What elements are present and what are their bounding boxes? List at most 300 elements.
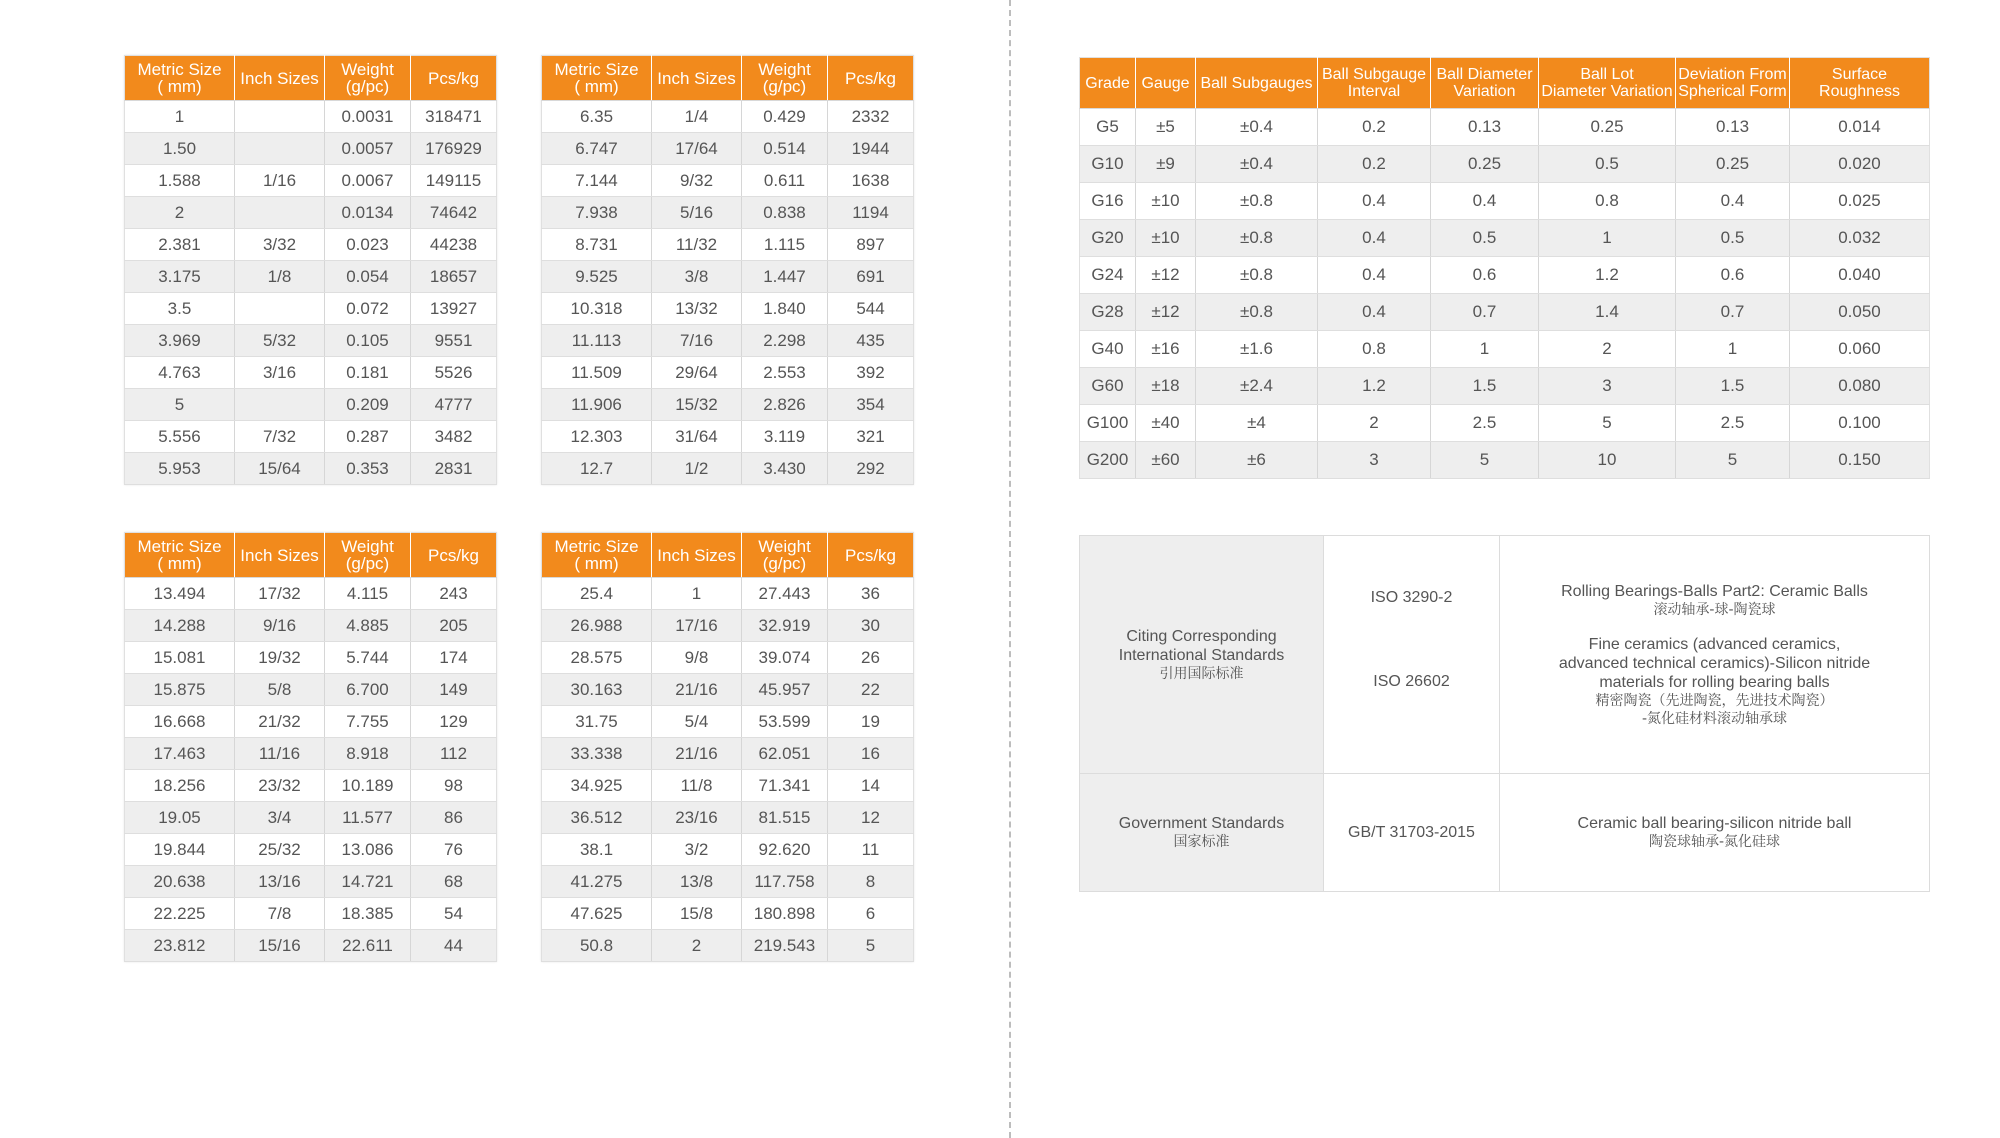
table-cell: G200 bbox=[1080, 442, 1136, 479]
table-cell: 2 bbox=[652, 930, 742, 962]
table-cell: ±12 bbox=[1136, 294, 1196, 331]
table-cell: 76 bbox=[411, 834, 497, 866]
size-table-header bbox=[542, 533, 914, 578]
table-cell: 0.353 bbox=[325, 453, 411, 485]
category-en: Government Standards bbox=[1118, 815, 1285, 832]
table-row bbox=[125, 261, 497, 293]
table-cell: 0.13 bbox=[1676, 109, 1790, 146]
header-grade: Grade bbox=[1080, 58, 1136, 109]
table-cell: ±60 bbox=[1136, 442, 1196, 479]
table-cell: 11/32 bbox=[652, 229, 742, 261]
table-cell: 318471 bbox=[411, 101, 497, 133]
header-metric-size: Metric Size ( mm) bbox=[542, 533, 652, 578]
table-row bbox=[1080, 146, 1930, 183]
header-weight: Weight (g/pc) bbox=[325, 56, 411, 101]
table-cell: 0.040 bbox=[1790, 257, 1930, 294]
table-cell: 0.2 bbox=[1318, 146, 1431, 183]
table-cell: 0.0057 bbox=[325, 133, 411, 165]
table-row bbox=[1080, 331, 1930, 368]
size-table-header bbox=[125, 533, 497, 578]
table-row bbox=[125, 930, 497, 962]
table-cell: ±40 bbox=[1136, 405, 1196, 442]
table-row bbox=[125, 898, 497, 930]
table-cell: G60 bbox=[1080, 368, 1136, 405]
table-cell: 0.25 bbox=[1431, 146, 1539, 183]
table-row bbox=[542, 578, 914, 610]
table-cell: 0.5 bbox=[1676, 220, 1790, 257]
table-cell: 6.700 bbox=[325, 674, 411, 706]
table-cell: 86 bbox=[411, 802, 497, 834]
table-cell: 5.953 bbox=[125, 453, 235, 485]
grade-table-body bbox=[1080, 109, 1930, 479]
table-row bbox=[542, 165, 914, 197]
table-row bbox=[125, 165, 497, 197]
size-table-header bbox=[125, 56, 497, 101]
table-cell: 44238 bbox=[411, 229, 497, 261]
table-cell: 18657 bbox=[411, 261, 497, 293]
table-cell: ±2.4 bbox=[1196, 368, 1318, 405]
table-cell: 1/4 bbox=[652, 101, 742, 133]
standard-description bbox=[1508, 635, 1921, 728]
table-row bbox=[542, 197, 914, 229]
header-weight: Weight (g/pc) bbox=[325, 533, 411, 578]
table-cell: 22.611 bbox=[325, 930, 411, 962]
table-cell: 50.8 bbox=[542, 930, 652, 962]
table-cell: 0.072 bbox=[325, 293, 411, 325]
size-table-2-body bbox=[542, 101, 914, 485]
table-row bbox=[1080, 368, 1930, 405]
table-cell: 13.086 bbox=[325, 834, 411, 866]
table-cell: 3/2 bbox=[652, 834, 742, 866]
table-row bbox=[125, 421, 497, 453]
table-cell: 34.925 bbox=[542, 770, 652, 802]
table-cell: 17.463 bbox=[125, 738, 235, 770]
table-cell: 19/32 bbox=[235, 642, 325, 674]
table-cell: 8.731 bbox=[542, 229, 652, 261]
table-cell: 3 bbox=[1539, 368, 1676, 405]
table-cell: 27.443 bbox=[742, 578, 828, 610]
table-cell: 22 bbox=[828, 674, 914, 706]
table-cell: 31.75 bbox=[542, 706, 652, 738]
standard-code: GB/T 31703-2015 bbox=[1324, 774, 1500, 892]
header-inch-sizes: Inch Sizes bbox=[235, 533, 325, 578]
table-cell: 21/16 bbox=[652, 674, 742, 706]
table-cell: 2.298 bbox=[742, 325, 828, 357]
table-cell: 5.744 bbox=[325, 642, 411, 674]
table-cell: 0.050 bbox=[1790, 294, 1930, 331]
table-cell: 0.7 bbox=[1431, 294, 1539, 331]
table-cell: 20.638 bbox=[125, 866, 235, 898]
header-spherical-deviation: Deviation From Spherical Form bbox=[1676, 58, 1790, 109]
table-cell: 9/16 bbox=[235, 610, 325, 642]
table-row bbox=[542, 261, 914, 293]
table-cell: 47.625 bbox=[542, 898, 652, 930]
table-cell: 1.50 bbox=[125, 133, 235, 165]
table-cell: 81.515 bbox=[742, 802, 828, 834]
category-en: Citing Corresponding International Standards bbox=[1118, 627, 1285, 664]
table-row bbox=[1080, 183, 1930, 220]
table-row bbox=[542, 770, 914, 802]
table-cell: 7/8 bbox=[235, 898, 325, 930]
table-row bbox=[542, 866, 914, 898]
table-cell: 3 bbox=[1318, 442, 1431, 479]
table-cell: 0.0134 bbox=[325, 197, 411, 229]
table-row bbox=[542, 389, 914, 421]
table-cell: 16.668 bbox=[125, 706, 235, 738]
header-ball-subgauges: Ball Subgauges bbox=[1196, 58, 1318, 109]
table-cell bbox=[235, 389, 325, 421]
category-zh: 引用国际标准 bbox=[1159, 665, 1244, 682]
table-cell: 2332 bbox=[828, 101, 914, 133]
table-cell: 13/8 bbox=[652, 866, 742, 898]
table-cell: 9/8 bbox=[652, 642, 742, 674]
table-row bbox=[125, 578, 497, 610]
table-cell: 5 bbox=[1676, 442, 1790, 479]
table-cell: 2.553 bbox=[742, 357, 828, 389]
table-cell: 8 bbox=[828, 866, 914, 898]
grade-table-header bbox=[1080, 58, 1930, 109]
size-table-4 bbox=[541, 532, 914, 962]
table-cell: 11.509 bbox=[542, 357, 652, 389]
table-cell: 15/16 bbox=[235, 930, 325, 962]
header-subgauge-interval: Ball Subgauge Interval bbox=[1318, 58, 1431, 109]
table-cell: G40 bbox=[1080, 331, 1136, 368]
table-cell: 0.2 bbox=[1318, 109, 1431, 146]
table-cell: 15/8 bbox=[652, 898, 742, 930]
table-cell: 5 bbox=[1539, 405, 1676, 442]
table-cell: 3.969 bbox=[125, 325, 235, 357]
table-cell: 691 bbox=[828, 261, 914, 293]
table-row bbox=[542, 133, 914, 165]
table-cell: 9551 bbox=[411, 325, 497, 357]
table-cell: 1 bbox=[1539, 220, 1676, 257]
grade-table bbox=[1079, 57, 1930, 479]
table-cell: 36 bbox=[828, 578, 914, 610]
table-cell: 0.13 bbox=[1431, 109, 1539, 146]
standards-descriptions bbox=[1500, 774, 1930, 892]
table-cell: 0.429 bbox=[742, 101, 828, 133]
table-cell: 30.163 bbox=[542, 674, 652, 706]
table-cell: 1.2 bbox=[1318, 368, 1431, 405]
table-cell: 17/16 bbox=[652, 610, 742, 642]
table-cell: 7.938 bbox=[542, 197, 652, 229]
table-cell: 6.35 bbox=[542, 101, 652, 133]
table-cell: 12 bbox=[828, 802, 914, 834]
table-cell: 176929 bbox=[411, 133, 497, 165]
table-cell: 30 bbox=[828, 610, 914, 642]
standards-row-government bbox=[1080, 774, 1930, 892]
table-row bbox=[125, 674, 497, 706]
table-cell: 39.074 bbox=[742, 642, 828, 674]
table-cell: 11 bbox=[828, 834, 914, 866]
table-cell: 0.105 bbox=[325, 325, 411, 357]
table-cell: 2 bbox=[1539, 331, 1676, 368]
table-cell: 1.588 bbox=[125, 165, 235, 197]
table-cell: 1.447 bbox=[742, 261, 828, 293]
table-cell: 11/8 bbox=[652, 770, 742, 802]
table-cell: G16 bbox=[1080, 183, 1136, 220]
table-cell: 2.5 bbox=[1431, 405, 1539, 442]
standard-code: ISO 3290-2 bbox=[1370, 589, 1453, 606]
table-cell: ±9 bbox=[1136, 146, 1196, 183]
size-table-4-body bbox=[542, 578, 914, 962]
table-cell: 7.755 bbox=[325, 706, 411, 738]
table-cell: 0.6 bbox=[1431, 257, 1539, 294]
table-cell: ±16 bbox=[1136, 331, 1196, 368]
table-row bbox=[1080, 220, 1930, 257]
header-inch-sizes: Inch Sizes bbox=[652, 533, 742, 578]
table-cell: 38.1 bbox=[542, 834, 652, 866]
table-row bbox=[1080, 405, 1930, 442]
table-cell: 2 bbox=[1318, 405, 1431, 442]
table-cell: 544 bbox=[828, 293, 914, 325]
table-cell: 1.840 bbox=[742, 293, 828, 325]
table-cell: G5 bbox=[1080, 109, 1136, 146]
table-cell: 2.381 bbox=[125, 229, 235, 261]
table-cell: 0.0031 bbox=[325, 101, 411, 133]
table-cell: 1/16 bbox=[235, 165, 325, 197]
table-cell: 1.115 bbox=[742, 229, 828, 261]
table-row bbox=[542, 802, 914, 834]
table-cell: 5/4 bbox=[652, 706, 742, 738]
size-table-3-body bbox=[125, 578, 497, 962]
table-cell: 10.189 bbox=[325, 770, 411, 802]
table-cell: 0.023 bbox=[325, 229, 411, 261]
table-cell: 11.113 bbox=[542, 325, 652, 357]
table-cell: 13/32 bbox=[652, 293, 742, 325]
table-cell: 0.7 bbox=[1676, 294, 1790, 331]
table-cell: 18.256 bbox=[125, 770, 235, 802]
table-cell: 0.100 bbox=[1790, 405, 1930, 442]
table-cell bbox=[235, 197, 325, 229]
table-cell: 23.812 bbox=[125, 930, 235, 962]
table-cell: 19.844 bbox=[125, 834, 235, 866]
table-cell: 0.6 bbox=[1676, 257, 1790, 294]
table-cell: 0.025 bbox=[1790, 183, 1930, 220]
size-table-1 bbox=[124, 55, 497, 485]
table-cell: 5.556 bbox=[125, 421, 235, 453]
table-cell: 0.838 bbox=[742, 197, 828, 229]
table-cell: 1.5 bbox=[1431, 368, 1539, 405]
table-cell: 5/8 bbox=[235, 674, 325, 706]
table-cell: 11.906 bbox=[542, 389, 652, 421]
table-cell: 9/32 bbox=[652, 165, 742, 197]
table-row bbox=[125, 453, 497, 485]
table-cell: 74642 bbox=[411, 197, 497, 229]
table-cell: 6 bbox=[828, 898, 914, 930]
size-table-1-body bbox=[125, 101, 497, 485]
table-cell: 53.599 bbox=[742, 706, 828, 738]
table-cell: 0.25 bbox=[1539, 109, 1676, 146]
table-cell: 17/32 bbox=[235, 578, 325, 610]
table-cell: 0.25 bbox=[1676, 146, 1790, 183]
table-cell: G20 bbox=[1080, 220, 1136, 257]
table-cell bbox=[235, 101, 325, 133]
header-pcs-kg: Pcs/kg bbox=[411, 533, 497, 578]
table-cell: 11.577 bbox=[325, 802, 411, 834]
table-cell: 2.826 bbox=[742, 389, 828, 421]
table-cell: 3.119 bbox=[742, 421, 828, 453]
table-cell: 0.080 bbox=[1790, 368, 1930, 405]
table-cell: 0.032 bbox=[1790, 220, 1930, 257]
table-cell: 25.4 bbox=[542, 578, 652, 610]
table-row bbox=[542, 453, 914, 485]
size-table-2 bbox=[541, 55, 914, 485]
table-cell: 3.5 bbox=[125, 293, 235, 325]
table-cell: 0.5 bbox=[1431, 220, 1539, 257]
table-row bbox=[542, 642, 914, 674]
table-row bbox=[125, 610, 497, 642]
table-cell: 15.875 bbox=[125, 674, 235, 706]
table-cell bbox=[235, 133, 325, 165]
table-cell: ±0.8 bbox=[1196, 257, 1318, 294]
table-cell: 44 bbox=[411, 930, 497, 962]
table-cell: 149115 bbox=[411, 165, 497, 197]
table-row bbox=[125, 229, 497, 261]
table-cell: 33.338 bbox=[542, 738, 652, 770]
table-cell: 6.747 bbox=[542, 133, 652, 165]
table-cell: 54 bbox=[411, 898, 497, 930]
table-cell: 62.051 bbox=[742, 738, 828, 770]
table-row bbox=[125, 738, 497, 770]
table-row bbox=[542, 930, 914, 962]
table-cell: 45.957 bbox=[742, 674, 828, 706]
table-cell: ±12 bbox=[1136, 257, 1196, 294]
table-cell: 10 bbox=[1539, 442, 1676, 479]
description-zh: 陶瓷球轴承-氮化硅球 bbox=[1648, 834, 1781, 850]
table-cell: 219.543 bbox=[742, 930, 828, 962]
header-pcs-kg: Pcs/kg bbox=[411, 56, 497, 101]
table-cell: 0.054 bbox=[325, 261, 411, 293]
table-cell: ±0.8 bbox=[1196, 220, 1318, 257]
table-cell: 0.514 bbox=[742, 133, 828, 165]
table-cell: 13.494 bbox=[125, 578, 235, 610]
table-cell: ±0.8 bbox=[1196, 183, 1318, 220]
table-cell: 32.919 bbox=[742, 610, 828, 642]
table-cell: 1638 bbox=[828, 165, 914, 197]
table-row bbox=[125, 197, 497, 229]
table-cell: 0.611 bbox=[742, 165, 828, 197]
description-zh: 精密陶瓷（先进陶瓷，先进技术陶瓷） -氮化硅材料滚动轴承球 bbox=[1595, 692, 1834, 727]
table-cell: ±0.8 bbox=[1196, 294, 1318, 331]
table-cell: 36.512 bbox=[542, 802, 652, 834]
table-row bbox=[125, 133, 497, 165]
standards-category bbox=[1080, 774, 1324, 892]
table-cell: 19 bbox=[828, 706, 914, 738]
table-cell: 2 bbox=[125, 197, 235, 229]
table-cell: 435 bbox=[828, 325, 914, 357]
table-cell: 4.115 bbox=[325, 578, 411, 610]
table-cell: 14.721 bbox=[325, 866, 411, 898]
table-cell: 1.2 bbox=[1539, 257, 1676, 294]
table-cell: 3/16 bbox=[235, 357, 325, 389]
table-cell: 1/8 bbox=[235, 261, 325, 293]
table-row bbox=[125, 101, 497, 133]
header-inch-sizes: Inch Sizes bbox=[235, 56, 325, 101]
table-cell: 0.209 bbox=[325, 389, 411, 421]
table-row bbox=[1080, 257, 1930, 294]
table-cell: 5 bbox=[1431, 442, 1539, 479]
size-table-header bbox=[542, 56, 914, 101]
table-cell: ±0.4 bbox=[1196, 109, 1318, 146]
header-pcs-kg: Pcs/kg bbox=[828, 56, 914, 101]
description-zh: 滚动轴承-球-陶瓷球 bbox=[1653, 601, 1776, 618]
table-cell: ±18 bbox=[1136, 368, 1196, 405]
table-cell: 0.8 bbox=[1318, 331, 1431, 368]
table-cell: ±10 bbox=[1136, 183, 1196, 220]
table-cell: 16 bbox=[828, 738, 914, 770]
table-cell: 28.575 bbox=[542, 642, 652, 674]
standards-row-international bbox=[1080, 536, 1930, 774]
table-cell: ±6 bbox=[1196, 442, 1318, 479]
header-metric-size: Metric Size ( mm) bbox=[542, 56, 652, 101]
table-cell: 129 bbox=[411, 706, 497, 738]
table-cell bbox=[235, 293, 325, 325]
table-cell: ±0.4 bbox=[1196, 146, 1318, 183]
table-cell: 12.303 bbox=[542, 421, 652, 453]
table-cell: 2831 bbox=[411, 453, 497, 485]
table-cell: 117.758 bbox=[742, 866, 828, 898]
table-cell: 0.4 bbox=[1676, 183, 1790, 220]
table-cell: 112 bbox=[411, 738, 497, 770]
description-en: Ceramic ball bearing-silicon nitride ball bbox=[1577, 815, 1852, 832]
table-cell: 22.225 bbox=[125, 898, 235, 930]
table-cell: 1194 bbox=[828, 197, 914, 229]
standard-code: ISO 26602 bbox=[1373, 673, 1450, 690]
table-row bbox=[125, 325, 497, 357]
table-row bbox=[542, 357, 914, 389]
table-cell: 19.05 bbox=[125, 802, 235, 834]
table-row bbox=[125, 866, 497, 898]
table-cell: 0.4 bbox=[1318, 220, 1431, 257]
table-row bbox=[125, 706, 497, 738]
description-en: Rolling Bearings-Balls Part2: Ceramic Balls bbox=[1561, 582, 1868, 600]
table-cell: 26.988 bbox=[542, 610, 652, 642]
table-cell: 321 bbox=[828, 421, 914, 453]
table-cell: 0.5 bbox=[1539, 146, 1676, 183]
page-divider bbox=[1009, 0, 1011, 1138]
table-cell: 92.620 bbox=[742, 834, 828, 866]
table-row bbox=[1080, 442, 1930, 479]
standards-codes bbox=[1324, 536, 1500, 774]
table-cell: 897 bbox=[828, 229, 914, 261]
table-cell: 17/64 bbox=[652, 133, 742, 165]
table-cell: 149 bbox=[411, 674, 497, 706]
table-cell: 10.318 bbox=[542, 293, 652, 325]
table-cell: 23/32 bbox=[235, 770, 325, 802]
header-pcs-kg: Pcs/kg bbox=[828, 533, 914, 578]
table-cell: 14.288 bbox=[125, 610, 235, 642]
table-row bbox=[125, 770, 497, 802]
table-cell: 21/32 bbox=[235, 706, 325, 738]
table-cell: 23/16 bbox=[652, 802, 742, 834]
table-cell: 3482 bbox=[411, 421, 497, 453]
header-diameter-variation: Ball Diameter Variation bbox=[1431, 58, 1539, 109]
table-row bbox=[125, 834, 497, 866]
table-cell: 0.4 bbox=[1318, 183, 1431, 220]
table-row bbox=[542, 674, 914, 706]
header-weight: Weight (g/pc) bbox=[742, 533, 828, 578]
table-row bbox=[542, 706, 914, 738]
table-cell: 174 bbox=[411, 642, 497, 674]
table-row bbox=[542, 738, 914, 770]
table-cell: 1 bbox=[125, 101, 235, 133]
table-cell: ±10 bbox=[1136, 220, 1196, 257]
table-cell: 1 bbox=[1676, 331, 1790, 368]
table-row bbox=[125, 357, 497, 389]
table-row bbox=[542, 421, 914, 453]
table-row bbox=[542, 898, 914, 930]
